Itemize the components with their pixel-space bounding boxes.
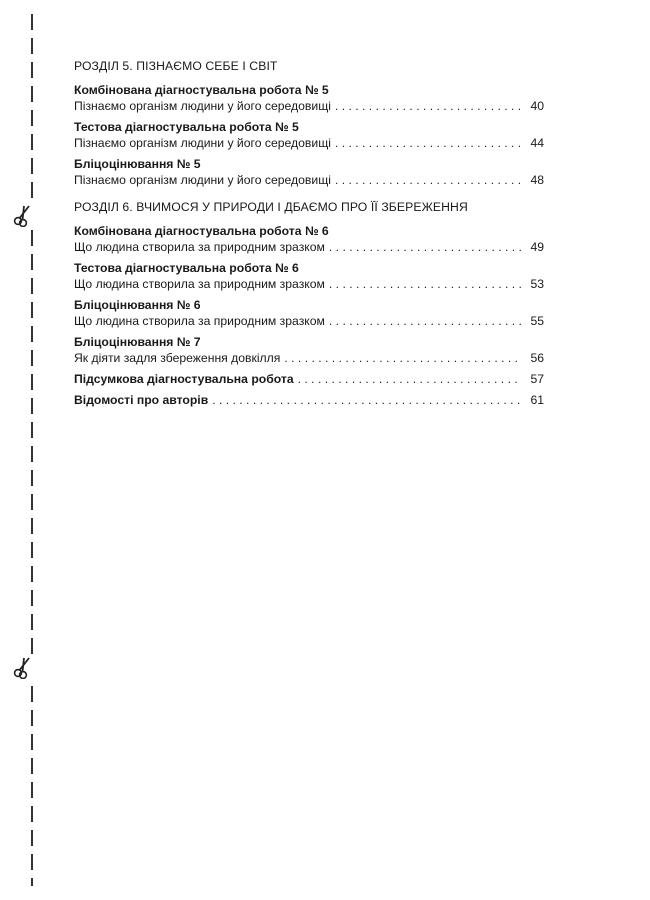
entry-title: Комбінована діагностувальна робота № 6 bbox=[74, 224, 329, 238]
dot-leader bbox=[335, 135, 522, 151]
scissors-icon bbox=[13, 657, 33, 679]
toc-entry[interactable] bbox=[74, 156, 544, 188]
toc-entry[interactable] bbox=[74, 334, 544, 366]
section-title: РОЗДІЛ 6. ВЧИМОСЯ У ПРИРОДИ І ДБАЄМО ПРО ЇЇ ЗБЕРЕЖЕННЯ bbox=[74, 200, 468, 214]
entry-line bbox=[74, 392, 544, 408]
toc-entry[interactable] bbox=[74, 82, 544, 114]
section-title: РОЗДІЛ 5. ПІЗНАЄМО СЕБЕ І СВІТ bbox=[74, 59, 278, 73]
dot-leader bbox=[212, 392, 522, 408]
page-number: 57 bbox=[530, 372, 544, 386]
entry-title: Комбінована діагностувальна робота № 5 bbox=[74, 83, 329, 97]
entry-title: Відомості про авторів bbox=[74, 393, 209, 407]
entry-subtitle: Пізнаємо організм людини у його середовищі bbox=[74, 173, 331, 187]
entry-line bbox=[74, 371, 544, 387]
entry-line bbox=[74, 239, 544, 255]
page-number: 44 bbox=[530, 136, 544, 150]
entry-subtitle: Що людина створила за природним зразком bbox=[74, 240, 325, 254]
entry-subtitle: Що людина створила за природним зразком bbox=[74, 314, 325, 328]
page-number: 49 bbox=[530, 240, 544, 254]
dot-leader bbox=[335, 172, 522, 188]
dot-leader bbox=[329, 239, 522, 255]
entry-title: Бліцоцінювання № 7 bbox=[74, 335, 201, 349]
entry-title: Тестова діагностувальна робота № 6 bbox=[74, 261, 299, 275]
entry-title: Тестова діагностувальна робота № 5 bbox=[74, 120, 299, 134]
dot-leader bbox=[329, 276, 522, 292]
entry-line bbox=[74, 98, 544, 114]
page-number: 55 bbox=[530, 314, 544, 328]
entry-line bbox=[74, 276, 544, 292]
entry-line bbox=[74, 172, 544, 188]
dot-leader bbox=[298, 371, 522, 387]
dot-leader bbox=[284, 350, 522, 366]
entry-line bbox=[74, 135, 544, 151]
toc-entry[interactable] bbox=[74, 392, 544, 408]
dot-leader bbox=[335, 98, 522, 114]
toc-entry[interactable] bbox=[74, 371, 544, 387]
toc-entry[interactable] bbox=[74, 223, 544, 255]
page-number: 53 bbox=[530, 277, 544, 291]
entry-subtitle: Пізнаємо організм людини у його середовищі bbox=[74, 136, 331, 150]
entry-subtitle: Пізнаємо організм людини у його середовищі bbox=[74, 99, 331, 113]
entry-title: Бліцоцінювання № 5 bbox=[74, 157, 201, 171]
entry-line bbox=[74, 313, 544, 329]
entry-title: Бліцоцінювання № 6 bbox=[74, 298, 201, 312]
table-of-contents bbox=[74, 58, 544, 413]
dashed-cut-line bbox=[31, 14, 33, 886]
toc-entry[interactable] bbox=[74, 260, 544, 292]
toc-entry[interactable] bbox=[74, 119, 544, 151]
entry-line bbox=[74, 350, 544, 366]
entry-title: Підсумкова діагностувальна робота bbox=[74, 372, 294, 386]
dot-leader bbox=[329, 313, 522, 329]
page-number: 48 bbox=[530, 173, 544, 187]
entry-subtitle: Як діяти задля збереження довкілля bbox=[74, 351, 281, 365]
scissors-icon bbox=[13, 205, 33, 227]
page-number: 40 bbox=[530, 99, 544, 113]
page-number: 61 bbox=[530, 393, 544, 407]
entry-subtitle: Що людина створила за природним зразком bbox=[74, 277, 325, 291]
page-number: 56 bbox=[530, 351, 544, 365]
toc-entry[interactable] bbox=[74, 297, 544, 329]
